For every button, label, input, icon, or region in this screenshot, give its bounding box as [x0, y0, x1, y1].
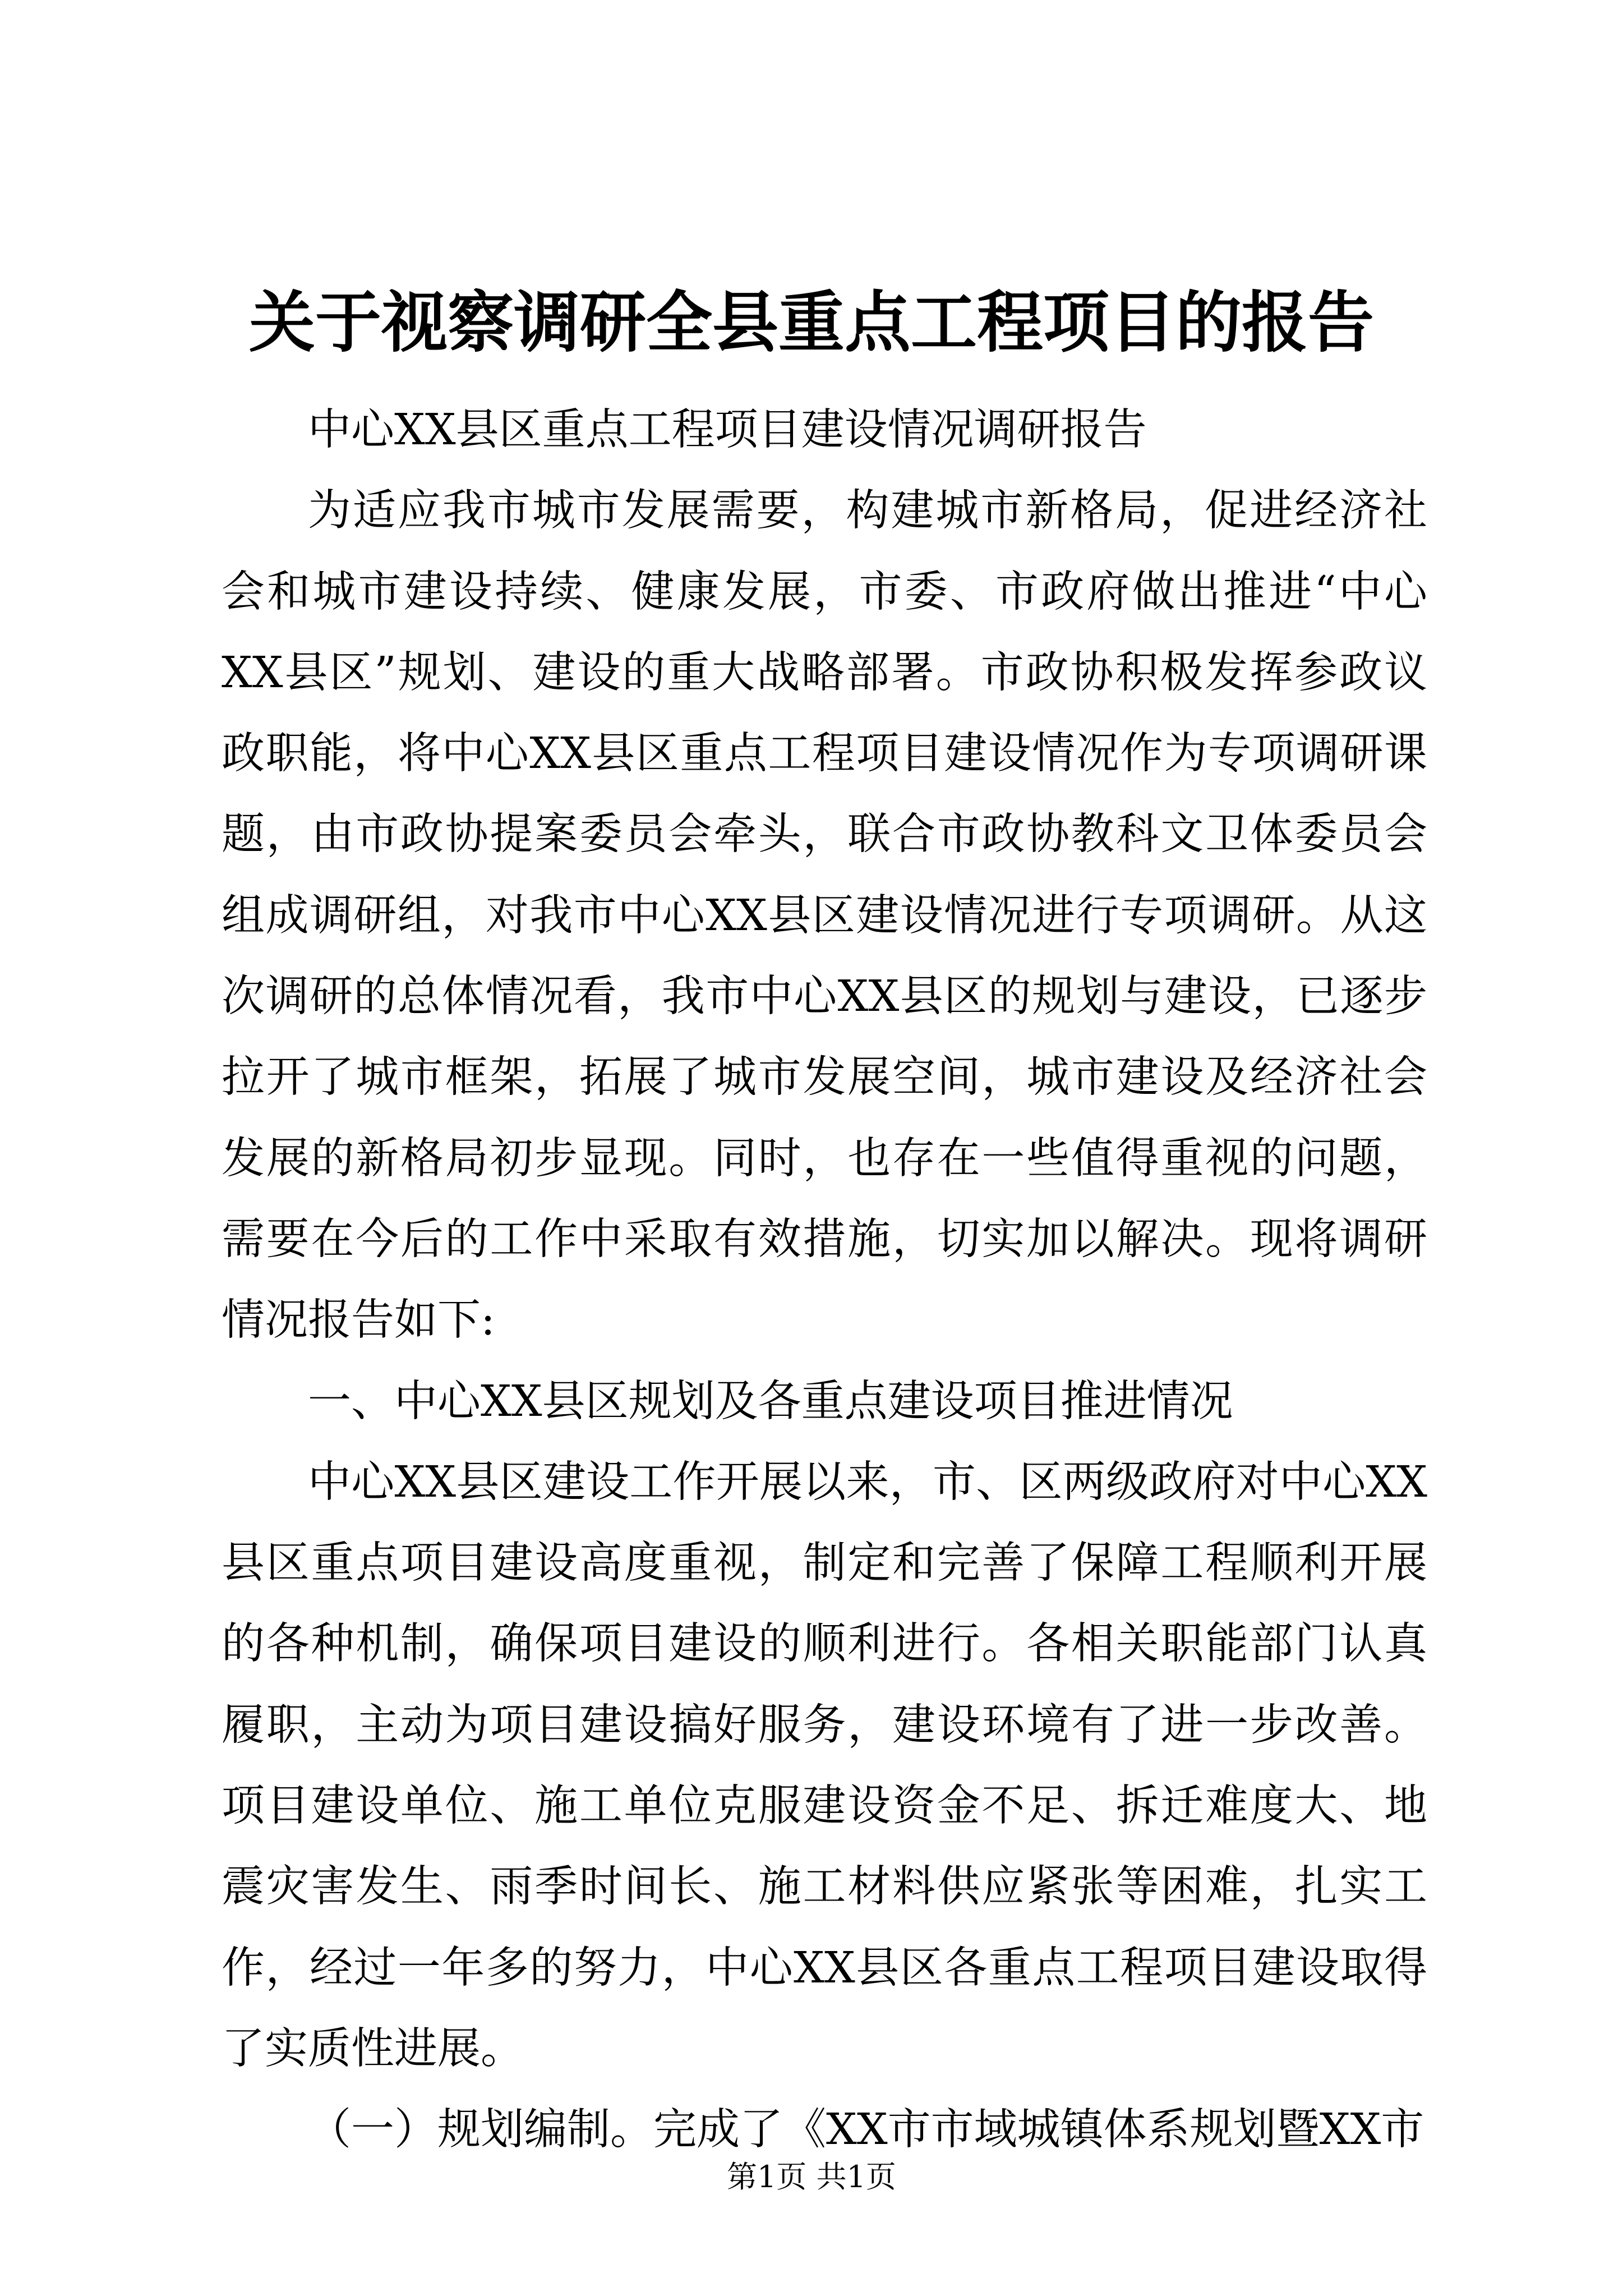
page-footer: 第1页 共1页: [727, 2159, 896, 2194]
document-body: [222, 390, 1427, 2171]
subsection-heading-1: （一）规划编制。完成了《XX市市域城镇体系规划暨XX市: [308, 2105, 1424, 2155]
intro-paragraph: 为适应我市城市发展需要，构建城市新格局，促进经济社会和城市建设持续、健康发展，市委、市政府做出推进“中心XX县区”规划、建设的重大战略部署。市政协积极发挥参政议政职能，将中心XX县区重点工程项目建设情况作为专项调研课题，由市政协提案委员会牵头，联合市政协教科文卫体委员会组成调研组，对我市中心XX县区建设情况进行专项调研。从这次调研的总体情况看，我市中心XX县区的规划与建设，已逐步拉开了城市框架，拓展了城市发展空间，城市建设及经济社会发展的新格局初步显现。同时，也存在一些值得重视的问题，需要在今后的工作中采取有效措施，切实加以解决。现将调研情况报告如下:: [222, 486, 1427, 1346]
document-title: 关于视察调研全县重点工程项目的报告: [248, 283, 1374, 361]
subtitle-paragraph: 中心XX县区重点工程项目建设情况调研报告: [308, 405, 1147, 455]
section-heading-1: 一、中心XX县区规划及各重点建设项目推进情况: [308, 1376, 1233, 1427]
section-1-paragraph: 中心XX县区建设工作开展以来，市、区两级政府对中心XX县区重点项目建设高度重视，制定和完善了保障工程顺利开展的各种机制，确保项目建设的顺利进行。各相关职能部门认真履职，主动为项目建设搞好服务，建设环境有了进一步改善。项目建设单位、施工单位克服建设资金不足、拆迁难度大、地震灾害发生、雨季时间长、施工材料供应紧张等困难，扎实工作，经过一年多的努力，中心XX县区各重点工程项目建设取得了实质性进展。: [222, 1457, 1427, 2074]
